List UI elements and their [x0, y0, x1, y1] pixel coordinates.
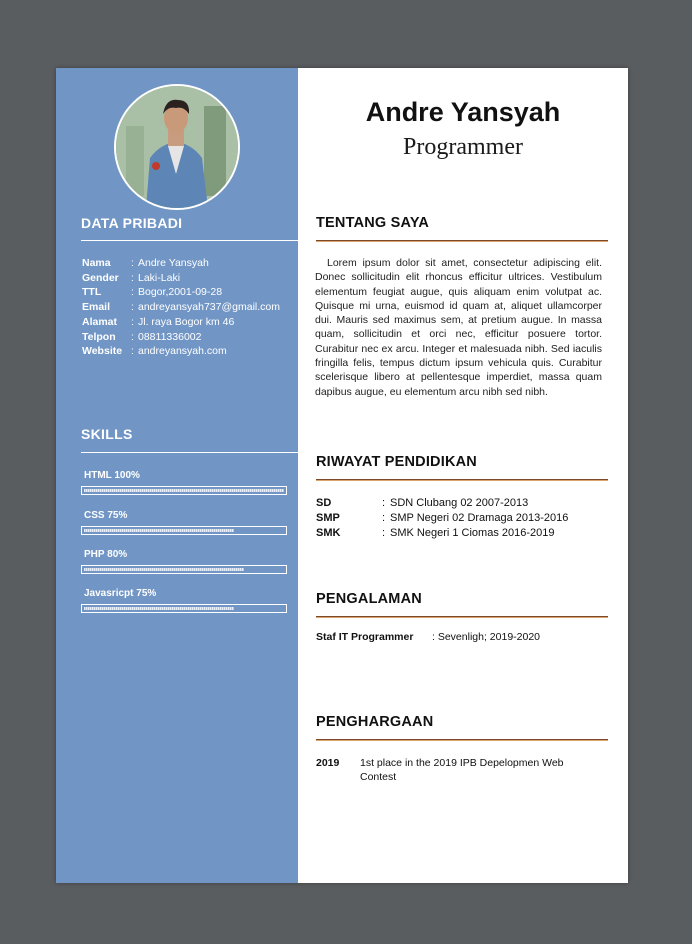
- resume-name: Andre Yansyah: [365, 97, 561, 127]
- info-row-gender: [82, 271, 280, 286]
- pendidikan-divider: [316, 479, 608, 481]
- info-row-telpon: [82, 330, 280, 345]
- info-row-website: [82, 344, 280, 359]
- personal-info-list: [82, 256, 280, 359]
- skill-fill: [84, 568, 244, 571]
- info-row-alamat: [82, 315, 280, 330]
- award-text: 1st place in the 2019 IPB Depelopmen Web Contest: [360, 757, 564, 783]
- education-separator: :: [382, 497, 386, 509]
- award-row: [316, 756, 595, 784]
- experience-separator: :: [432, 631, 438, 643]
- info-value: andreyansyah737@gmail.com: [138, 301, 280, 314]
- skill-bar-php: [81, 565, 287, 574]
- skill-fill: [84, 529, 234, 532]
- education-row: [316, 496, 568, 511]
- info-separator: :: [131, 257, 134, 269]
- info-separator: :: [131, 330, 134, 343]
- info-separator: :: [131, 286, 134, 299]
- info-separator: :: [131, 271, 134, 284]
- info-key: Nama: [82, 257, 111, 269]
- info-separator: :: [131, 315, 134, 328]
- education-separator: :: [382, 527, 386, 539]
- skill-label-html: HTML 100%: [84, 470, 140, 481]
- info-value: Andre Yansyah: [138, 257, 209, 269]
- skill-bar-javascript: [81, 604, 287, 613]
- tentang-saya-divider: [316, 240, 608, 242]
- skills-heading: SKILLS: [81, 426, 133, 442]
- tentang-saya-heading: TENTANG SAYA: [316, 215, 430, 231]
- info-value: andreyansyah.com: [138, 345, 227, 358]
- education-school: SDN Clubang 02 2007-2013: [390, 497, 529, 509]
- pendidikan-heading: RIWAYAT PENDIDIKAN: [316, 454, 477, 470]
- info-value: Laki-Laki: [138, 271, 181, 284]
- skill-bar-html: [81, 486, 287, 495]
- experience-title: Staf IT Programmer: [316, 631, 414, 643]
- experience-row: [316, 631, 540, 643]
- resume-page: [56, 68, 628, 883]
- info-value: Bogor,2001-09-28: [138, 286, 223, 299]
- pengalaman-divider: [316, 616, 608, 618]
- education-row: [316, 526, 568, 541]
- penghargaan-heading: PENGHARGAAN: [316, 714, 434, 730]
- skill-label-php: PHP 80%: [84, 549, 128, 560]
- education-level: SMP: [316, 512, 340, 524]
- education-school: SMP Negeri 02 Dramaga 2013-2016: [390, 512, 569, 524]
- education-separator: :: [382, 512, 386, 524]
- education-level: SMK: [316, 527, 341, 539]
- skill-bar-css: [81, 526, 287, 535]
- data-pribadi-heading: DATA PRIBADI: [81, 215, 183, 231]
- award-year: 2019: [316, 757, 340, 769]
- resume-role: Programmer: [403, 134, 523, 160]
- info-value: Jl. raya Bogor km 46: [138, 315, 235, 328]
- info-value: 08811336002: [138, 330, 202, 343]
- info-row-email: [82, 300, 280, 315]
- profile-photo: [114, 84, 240, 210]
- info-separator: :: [131, 301, 134, 314]
- info-key: Website: [82, 345, 123, 358]
- education-row: [316, 511, 568, 526]
- experience-detail: Sevenligh; 2019-2020: [437, 631, 541, 643]
- skill-label-javascript: Javasricpt 75%: [84, 588, 157, 599]
- info-key: Email: [82, 301, 111, 314]
- resume-sidebar: [56, 68, 298, 883]
- penghargaan-divider: [316, 739, 608, 741]
- skills-divider: [81, 452, 298, 453]
- education-school: SMK Negeri 1 Ciomas 2016-2019: [390, 527, 555, 539]
- info-key: TTL: [82, 286, 102, 299]
- info-key: Gender: [82, 271, 119, 284]
- data-pribadi-divider: [81, 240, 298, 241]
- info-key: Alamat: [82, 315, 118, 328]
- info-separator: :: [131, 345, 134, 358]
- pengalaman-heading: PENGALAMAN: [316, 591, 422, 607]
- info-row-ttl: [82, 285, 280, 300]
- info-key: Telpon: [82, 330, 116, 343]
- about-text: Lorem ipsum dolor sit amet, consectetur adipiscing elit. Donec sollicitudin elit rhoncus efficitur ultrices. Vestibulum elementum feugiat augue, quis aliquam enim volutpat ac. Quisque mi urna, euismod id quam at, aliquet ullamcorper dui. Mauris sed maximus sem, at pretium augue. In massa quam, sollicitudin et orci nec, efficitur posuere tortor. Curabitur nec ex arcu. Integer et malesuada nibh. Sed iaculis fringilla felis, tempus dictum ipsum vehicula quis. Curabitur scelerisque libero at pellentesque imperdiet, massa quam dapibus augue, eu elementum arcu nibh sed nibh.: [315, 257, 602, 398]
- education-level: SD: [316, 497, 332, 509]
- skill-fill: [84, 607, 234, 610]
- skill-label-css: CSS 75%: [84, 510, 128, 521]
- education-list: [316, 496, 568, 541]
- resume-main: [298, 68, 628, 883]
- info-row-nama: [82, 256, 280, 271]
- person-photo-icon: [116, 86, 238, 208]
- skill-fill: [84, 489, 284, 492]
